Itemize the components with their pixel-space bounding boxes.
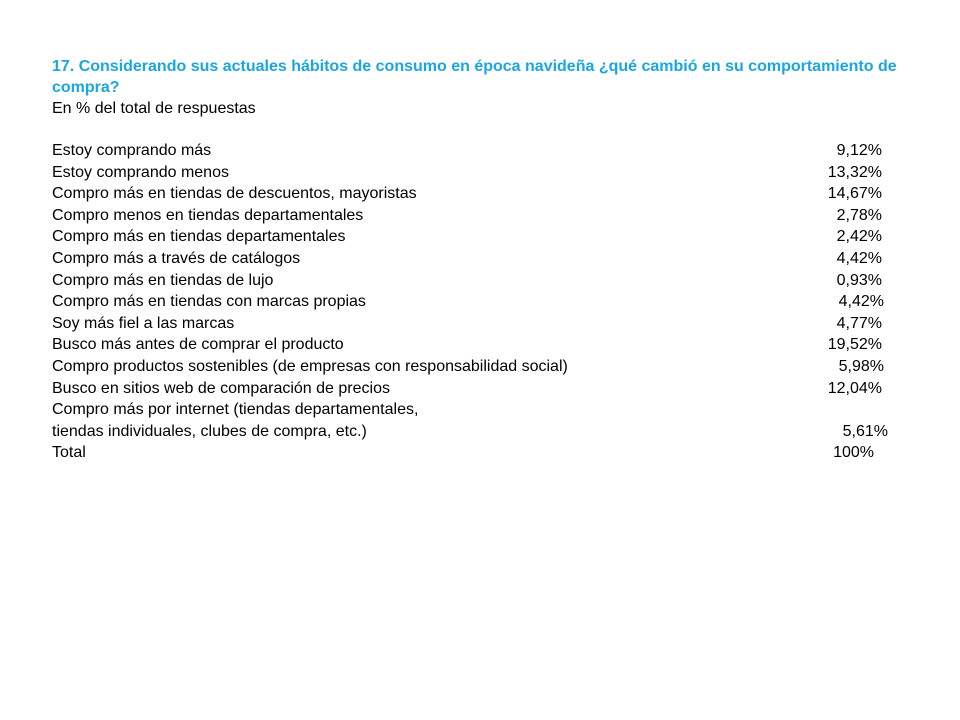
- list-item: [52, 291, 912, 313]
- list-item: [52, 162, 912, 184]
- list-item: [52, 356, 912, 378]
- list-item: [52, 140, 912, 162]
- row-value: 14,67%: [827, 185, 882, 203]
- row-label: Estoy comprando más: [52, 142, 212, 159]
- list-item: [52, 248, 912, 270]
- row-value: 0,93%: [836, 271, 882, 289]
- total-value: 100%: [833, 444, 874, 462]
- row-label: Estoy comprando menos: [52, 163, 229, 181]
- row-label: Compro más por internet (tiendas departamentales, tiendas individuales, clubes de compra, etc.): [52, 401, 419, 440]
- list-item: [52, 378, 912, 400]
- list-item: [52, 270, 912, 292]
- results-list: [52, 140, 912, 464]
- list-item: [52, 334, 912, 356]
- row-value: 13,32%: [827, 163, 882, 181]
- row-label: Compro menos en tiendas departamentales: [52, 206, 364, 224]
- row-value: 4,77%: [836, 314, 882, 332]
- row-label: Compro más en tiendas de lujo: [52, 271, 274, 289]
- row-value: 9,12%: [836, 142, 882, 159]
- row-value: 5,98%: [838, 357, 884, 375]
- row-label: Compro más a través de catálogos: [52, 249, 301, 267]
- row-label: Compro más en tiendas con marcas propias: [52, 293, 366, 311]
- row-label: Soy más fiel a las marcas: [52, 314, 235, 332]
- list-item: [52, 205, 912, 227]
- row-label: Compro más en tiendas departamentales: [52, 228, 346, 246]
- total-label: Total: [52, 444, 86, 462]
- row-value: 2,42%: [836, 228, 882, 246]
- row-label: Compro más en tiendas de descuentos, mayoristas: [52, 185, 417, 203]
- total-row: [52, 442, 912, 464]
- list-item: [52, 399, 912, 442]
- list-item: [52, 183, 912, 205]
- row-value: 12,04%: [827, 379, 882, 397]
- row-value: 4,42%: [836, 249, 882, 267]
- list-item: [52, 313, 912, 335]
- question-subtitle: En % del total de respuestas: [52, 100, 256, 117]
- survey-content: [52, 56, 912, 464]
- row-label: Busco más antes de comprar el producto: [52, 336, 344, 354]
- list-item: [52, 226, 912, 248]
- row-value: 5,61%: [842, 422, 888, 440]
- row-label: Compro productos sostenibles (de empresas con responsabilidad social): [52, 357, 568, 375]
- row-value: 2,78%: [836, 206, 882, 224]
- row-value: 19,52%: [827, 336, 882, 354]
- row-label: Busco en sitios web de comparación de precios: [52, 379, 390, 397]
- row-value: 4,42%: [838, 293, 884, 311]
- question-title: 17. Considerando sus actuales hábitos de consumo en época navideña ¿qué cambió en su comportamiento de compra?: [52, 58, 897, 96]
